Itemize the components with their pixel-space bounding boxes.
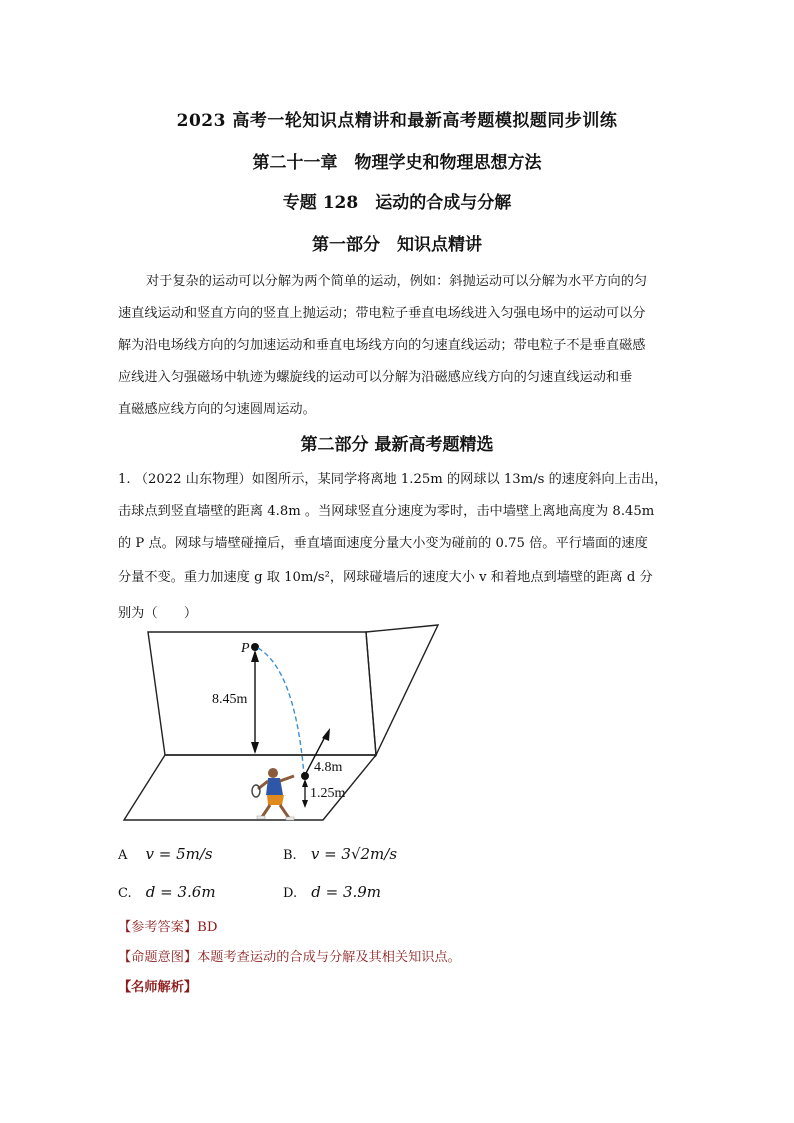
chapter-heading: 第二十一章 物理学史和物理思想方法 <box>252 153 542 173</box>
option-b <box>283 845 397 863</box>
ball-at-hit-point <box>301 772 309 780</box>
height-arrow-head-top <box>251 650 259 662</box>
option-a <box>118 845 213 863</box>
hit-height-arrow-top <box>302 779 308 787</box>
proposition-intent <box>118 946 461 965</box>
question-line-3: 的 P 点。网球与墙壁碰撞后，垂直墙面速度分量大小变为碰前的 0.75 倍。平行墙面的速度 <box>118 536 648 551</box>
expert-analysis-label: 【名师解析】 <box>118 980 198 995</box>
option-d <box>283 883 381 901</box>
question-line-5: 别为（ ） <box>118 606 198 621</box>
knowledge-line-5: 直磁感应线方向的匀速圆周运动。 <box>118 402 316 417</box>
ball-trajectory <box>258 648 304 775</box>
reference-answer <box>118 916 217 935</box>
question-line-4: 分量不变。重力加速度 g 取 10m/s²，网球碰墙后的速度大小 v 和着地点到墙壁的距离 d 分 <box>118 570 653 585</box>
hit-height-arrow-bottom <box>302 800 308 808</box>
option-a-label: A <box>118 848 128 863</box>
knowledge-line-3: 解为沿电场线方向的匀加速运动和垂直电场线方向的匀速直线运动；带电粒子不是垂直磁感 <box>118 338 646 353</box>
height-label: 8.45m <box>212 692 248 707</box>
question-line-1: 1. （2022 山东物理）如图所示，某同学将离地 1.25m 的网球以 13m/s 的速度斜向上击出， <box>118 472 668 487</box>
option-b-label: B. <box>283 848 297 863</box>
distance-label: 4.8m <box>314 760 343 775</box>
ball-at-p <box>251 643 259 651</box>
knowledge-line-1: 对于复杂的运动可以分解为两个简单的运动，例如：斜抛运动可以分解为水平方向的匀 <box>146 274 648 289</box>
part2-heading: 第二部分 最新高考题精选 <box>300 435 494 455</box>
proposition-intent-label: 【命题意图】 <box>118 950 198 965</box>
reference-answer-label: 【参考答案】 <box>118 920 198 935</box>
question-line-2: 击球点到竖直墙壁的距离 4.8m 。当网球竖直分速度为零时，击中墙壁上离地高度为 8.45m <box>118 504 655 519</box>
option-d-math: d = 3.9m <box>311 883 382 901</box>
option-a-math: v = 5m/s <box>145 845 213 863</box>
height-arrow-head-bottom <box>251 742 259 754</box>
expert-analysis <box>118 976 197 995</box>
option-c <box>118 883 216 901</box>
tennis-player-icon <box>252 768 294 820</box>
reference-answer-value: BD <box>197 920 218 935</box>
hit-height-label: 1.25m <box>310 786 346 801</box>
option-c-label: C. <box>118 886 132 901</box>
option-d-label: D. <box>283 886 298 901</box>
knowledge-line-2: 速直线运动和竖直方向的竖直上抛运动；带电粒子垂直电场线进入匀强电场中的运动可以分 <box>118 306 646 321</box>
point-p-label: P <box>241 641 250 656</box>
document-title: 2023 高考一轮知识点精讲和最新高考题模拟题同步训练 <box>176 111 618 131</box>
part1-heading: 第一部分 知识点精讲 <box>312 235 482 255</box>
option-b-math: v = 3√2m/s <box>310 845 398 863</box>
topic-heading: 专题 128 运动的合成与分解 <box>282 193 512 213</box>
knowledge-line-4: 应线进入匀强磁场中轨迹为螺旋线的运动可以分解为沿磁感应线方向的匀速直线运动和垂 <box>118 370 633 385</box>
proposition-intent-text: 本题考查运动的合成与分解及其相关知识点。 <box>197 950 461 965</box>
wall-side <box>366 625 438 755</box>
option-c-math: d = 3.6m <box>145 883 216 901</box>
